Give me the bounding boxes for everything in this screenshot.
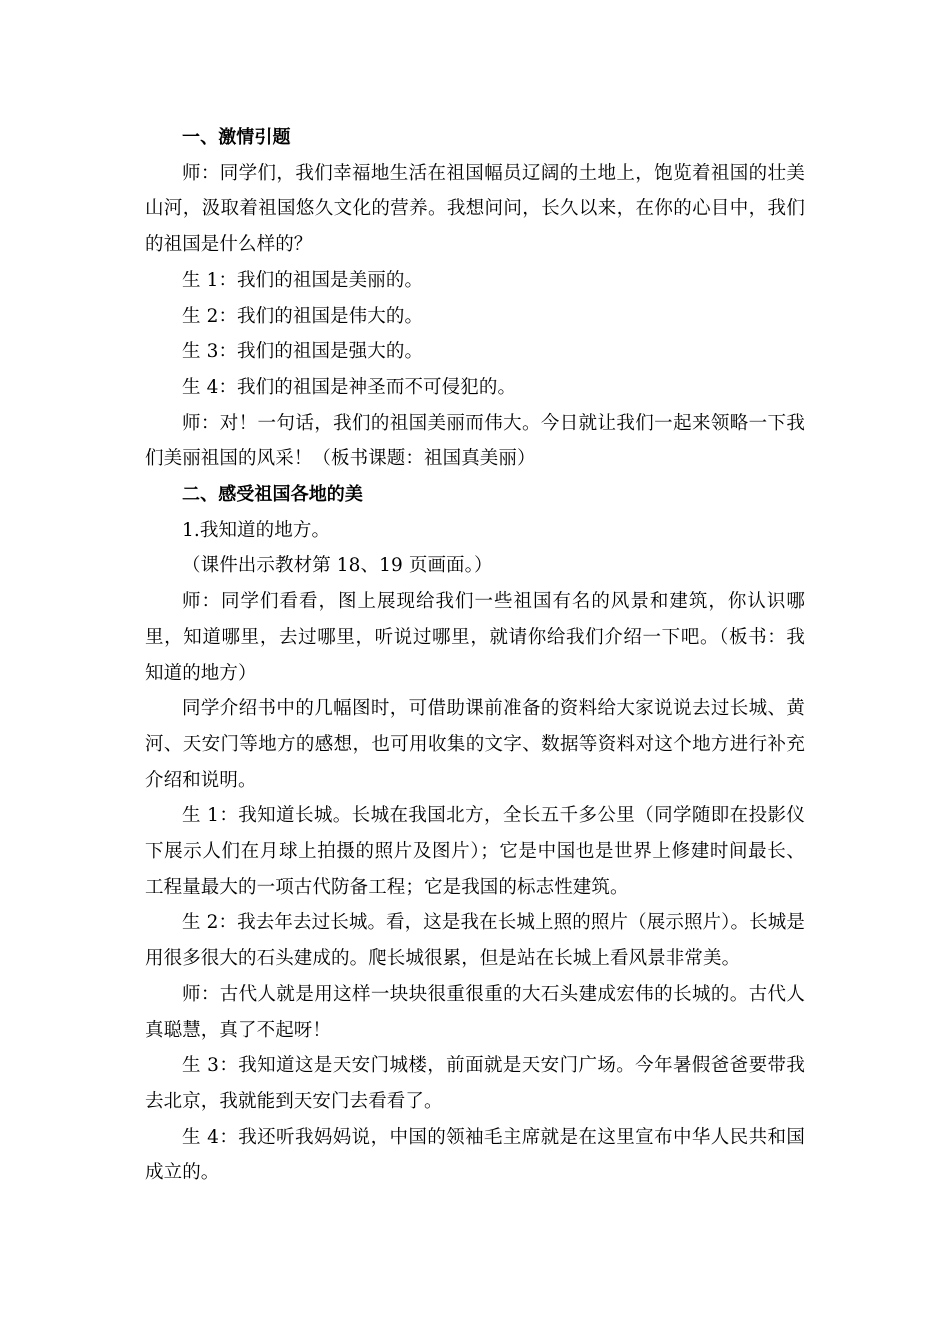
paragraph: （课件出示教材第 18、19 页画面。） <box>182 555 493 577</box>
paragraph: 师：对！一句话，我们的祖国美丽而伟大。今日就让我们一起来领略一下我们美丽祖国的风采！（板书课题：祖国真美丽） <box>145 412 805 470</box>
paragraph: 师：同学们看看，图上展现给我们一些祖国有名的风景和建筑，你认识哪里，知道哪里，去过哪里，听说过哪里，就请你给我们介绍一下吧。（板书：我知道的地方） <box>145 591 805 684</box>
paragraph: 生 3：我们的祖国是强大的。 <box>182 341 424 363</box>
paragraph: 同学介绍书中的几幅图时，可借助课前准备的资料给大家说说去过长城、黄河、天安门等地方的感想，也可用收集的文字、数据等资料对这个地方进行补充介绍和说明。 <box>145 698 805 791</box>
paragraph: 师：古代人就是用这样一块块很重很重的大石头建成宏伟的长城的。古代人真聪慧，真了不起呀！ <box>145 983 805 1041</box>
paragraph: 生 1：我们的祖国是美丽的。 <box>182 269 424 291</box>
paragraph: 生 2：我去年去过长城。看，这是我在长城上照的照片（展示照片）。长城是用很多很大的石头建成的。爬长城很累，但是站在长城上看风景非常美。 <box>145 912 805 970</box>
paragraph: 生 1：我知道长城。长城在我国北方，全长五千多公里（同学随即在投影仪下展示人们在月球上拍摄的照片及图片）；它是中国也是世界上修建时间最长、工程量最大的一项古代防备工程；它是我国的标志性建筑。 <box>145 805 805 898</box>
paragraph: 师：同学们，我们幸福地生活在祖国幅员辽阔的土地上，饱览着祖国的壮美山河，汲取着祖国悠久文化的营养。我想问问，长久以来，在你的心目中，我们的祖国是什么样的？ <box>145 162 805 256</box>
paragraph: 生 4：我还听我妈妈说，中国的领袖毛主席就是在这里宣布中华人民共和国成立的。 <box>145 1126 805 1184</box>
paragraph: 生 2：我们的祖国是伟大的。 <box>182 305 424 327</box>
document-page <box>145 120 805 1191</box>
section-heading: 一、激情引题 <box>182 127 291 148</box>
paragraph: 生 4：我们的祖国是神圣而不可侵犯的。 <box>182 376 517 398</box>
section-heading: 二、感受祖国各地的美 <box>182 484 363 506</box>
paragraph: 1.我知道的地方。 <box>182 519 331 541</box>
paragraph: 生 3：我知道这是天安门城楼，前面就是天安门广场。今年暑假爸爸要带我去北京，我就能到天安门去看看了。 <box>145 1055 805 1112</box>
